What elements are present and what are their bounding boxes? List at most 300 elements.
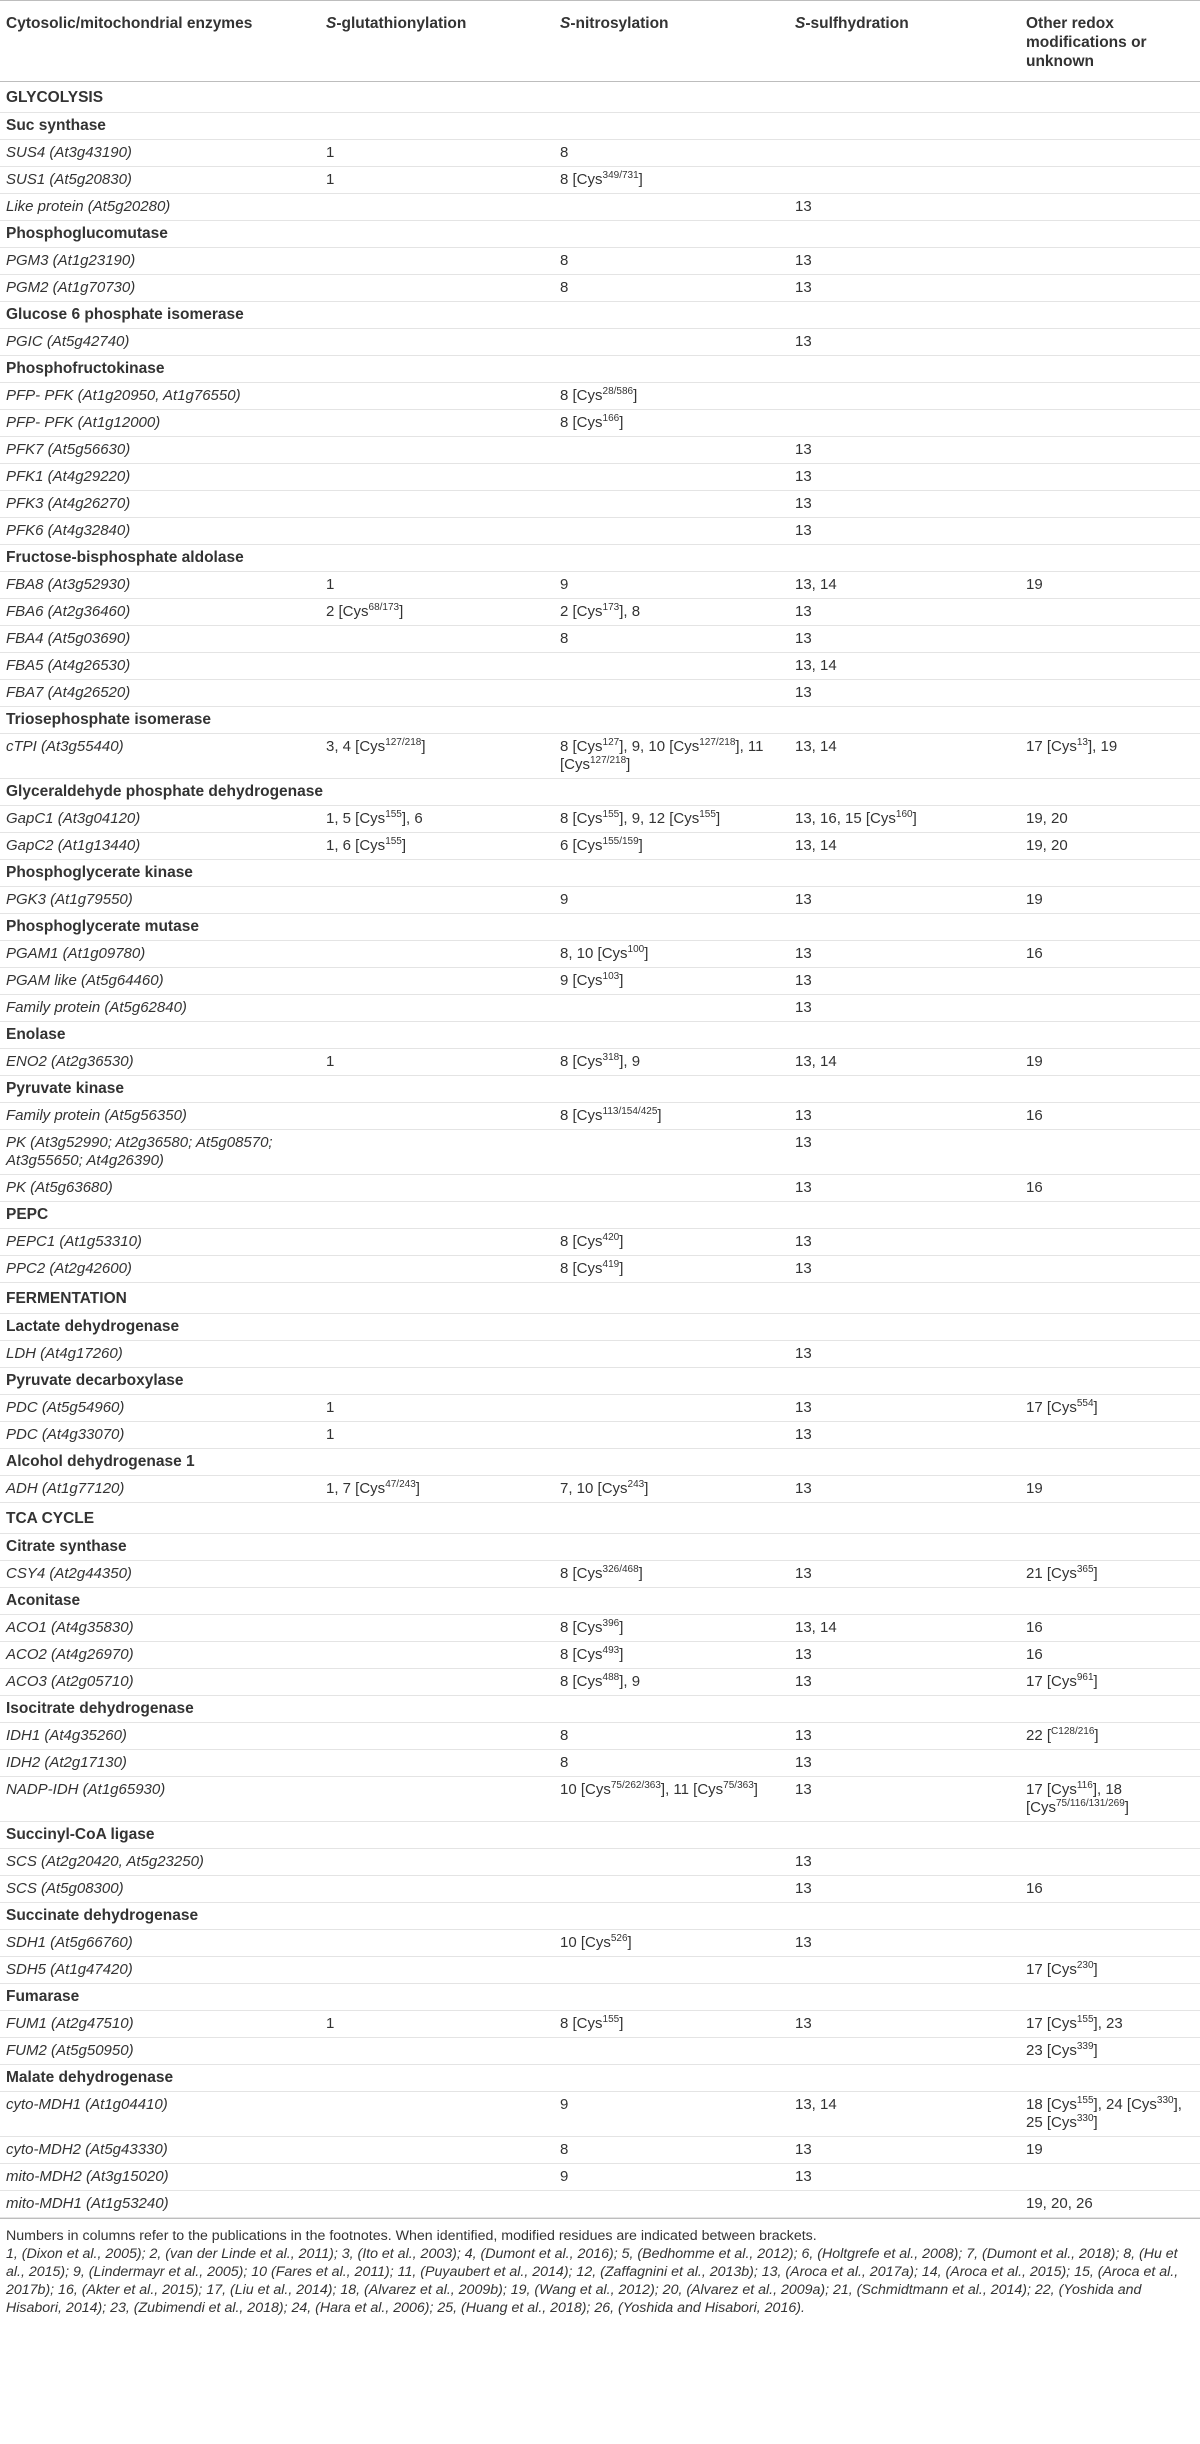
enzyme-name-cell: PGM2 (At1g70730) bbox=[0, 275, 320, 302]
table-footnote bbox=[0, 2218, 1200, 2317]
other-modification-cell: 19, 20 bbox=[1020, 806, 1200, 833]
table-row bbox=[0, 1561, 1200, 1588]
enzyme-name-cell: GapC1 (At3g04120) bbox=[0, 806, 320, 833]
nitrosylation-cell bbox=[554, 1130, 789, 1175]
enzyme-name-cell: ADH (At1g77120) bbox=[0, 1476, 320, 1503]
enzyme-name-cell: SUS4 (At3g43190) bbox=[0, 140, 320, 167]
nitrosylation-cell: 6 [Cys$^{155/159}$] bbox=[554, 833, 789, 860]
table-row bbox=[0, 887, 1200, 914]
glutathionylation-cell bbox=[320, 410, 554, 437]
table-row bbox=[0, 599, 1200, 626]
sulfhydration-cell: 13 bbox=[789, 1256, 1020, 1283]
sulfhydration-cell: 13 bbox=[789, 968, 1020, 995]
nitrosylation-cell: 8 [Cys$^{155}$], 9, 12 [Cys$^{155}$] bbox=[554, 806, 789, 833]
enzyme-name-cell: IDH2 (At2g17130) bbox=[0, 1750, 320, 1777]
table-row bbox=[0, 995, 1200, 1022]
enzyme-name-cell: CSY4 (At2g44350) bbox=[0, 1561, 320, 1588]
table-body bbox=[0, 82, 1200, 2218]
sulfhydration-cell bbox=[789, 383, 1020, 410]
header-enzymes: Cytosolic/mitochondrial enzymes bbox=[0, 1, 320, 82]
group-label: Phosphofructokinase bbox=[0, 356, 1200, 383]
nitrosylation-cell: 8 [Cys$^{419}$] bbox=[554, 1256, 789, 1283]
enzyme-name-cell: GapC2 (At1g13440) bbox=[0, 833, 320, 860]
table-row bbox=[0, 167, 1200, 194]
other-modification-cell: 16 bbox=[1020, 1103, 1200, 1130]
enzyme-name-cell: PPC2 (At2g42600) bbox=[0, 1256, 320, 1283]
sulfhydration-cell: 13 bbox=[789, 1750, 1020, 1777]
glutathionylation-cell bbox=[320, 887, 554, 914]
enzyme-name-cell: mito-MDH1 (At1g53240) bbox=[0, 2191, 320, 2218]
nitrosylation-cell: 8 bbox=[554, 2137, 789, 2164]
sulfhydration-cell: 13 bbox=[789, 275, 1020, 302]
sulfhydration-cell: 13 bbox=[789, 1849, 1020, 1876]
table-row bbox=[0, 1395, 1200, 1422]
glutathionylation-cell bbox=[320, 680, 554, 707]
enzyme-name-cell: mito-MDH2 (At3g15020) bbox=[0, 2164, 320, 2191]
other-modification-cell: 17 [Cys$^{961}$] bbox=[1020, 1669, 1200, 1696]
section-heading bbox=[0, 1283, 1200, 1314]
glutathionylation-cell: 1, 6 [Cys$^{155}$] bbox=[320, 833, 554, 860]
glutathionylation-cell bbox=[320, 995, 554, 1022]
enzyme-name-cell: FBA6 (At2g36460) bbox=[0, 599, 320, 626]
sulfhydration-cell: 13 bbox=[789, 1476, 1020, 1503]
nitrosylation-cell: 8 [Cys$^{127}$], 9, 10 [Cys$^{127/218}$], 11 [Cys$^{127/218}$] bbox=[554, 734, 789, 779]
glutathionylation-cell bbox=[320, 1957, 554, 1984]
enzyme-name-cell: PEPC1 (At1g53310) bbox=[0, 1229, 320, 1256]
enzyme-name-cell: FUM2 (At5g50950) bbox=[0, 2038, 320, 2065]
enzyme-name-cell: SDH1 (At5g66760) bbox=[0, 1930, 320, 1957]
other-modification-cell bbox=[1020, 437, 1200, 464]
table-row bbox=[0, 572, 1200, 599]
table-row bbox=[0, 653, 1200, 680]
sulfhydration-cell: 13 bbox=[789, 2137, 1020, 2164]
glutathionylation-cell bbox=[320, 437, 554, 464]
enzyme-group-heading bbox=[0, 1984, 1200, 2011]
group-label: Phosphoglycerate mutase bbox=[0, 914, 1200, 941]
sulfhydration-cell: 13 bbox=[789, 941, 1020, 968]
nitrosylation-cell bbox=[554, 1395, 789, 1422]
enzyme-group-heading bbox=[0, 221, 1200, 248]
other-modification-cell: 16 bbox=[1020, 1642, 1200, 1669]
other-modification-cell bbox=[1020, 410, 1200, 437]
glutathionylation-cell bbox=[320, 2092, 554, 2137]
table-row bbox=[0, 1849, 1200, 1876]
sulfhydration-cell: 13 bbox=[789, 2011, 1020, 2038]
sulfhydration-cell: 13 bbox=[789, 437, 1020, 464]
sulfhydration-cell: 13 bbox=[789, 1395, 1020, 1422]
table-row bbox=[0, 437, 1200, 464]
glutathionylation-cell bbox=[320, 1930, 554, 1957]
footnote-note: Numbers in columns refer to the publications in the footnotes. When identified, modified residues are indicated between brackets. bbox=[6, 2228, 817, 2244]
glutathionylation-cell bbox=[320, 1103, 554, 1130]
other-modification-cell bbox=[1020, 1130, 1200, 1175]
group-label: Triosephosphate isomerase bbox=[0, 707, 1200, 734]
section-label: TCA CYCLE bbox=[0, 1503, 1200, 1534]
sulfhydration-cell: 13, 14 bbox=[789, 2092, 1020, 2137]
enzyme-name-cell: PFK7 (At5g56630) bbox=[0, 437, 320, 464]
table-row bbox=[0, 1957, 1200, 1984]
enzyme-group-heading bbox=[0, 1534, 1200, 1561]
glutathionylation-cell: 1 bbox=[320, 1395, 554, 1422]
sulfhydration-cell: 13 bbox=[789, 329, 1020, 356]
table-row bbox=[0, 491, 1200, 518]
enzyme-group-heading bbox=[0, 1202, 1200, 1229]
other-modification-cell: 16 bbox=[1020, 1175, 1200, 1202]
nitrosylation-cell: 8 [Cys$^{326/468}$] bbox=[554, 1561, 789, 1588]
enzyme-name-cell: NADP-IDH (At1g65930) bbox=[0, 1777, 320, 1822]
enzyme-name-cell: ACO2 (At4g26970) bbox=[0, 1642, 320, 1669]
other-modification-cell bbox=[1020, 167, 1200, 194]
glutathionylation-cell bbox=[320, 1561, 554, 1588]
sulfhydration-cell: 13, 14 bbox=[789, 1049, 1020, 1076]
enzyme-name-cell: PFK6 (At4g32840) bbox=[0, 518, 320, 545]
sulfhydration-cell: 13 bbox=[789, 1642, 1020, 1669]
table-row bbox=[0, 2011, 1200, 2038]
nitrosylation-cell: 8 bbox=[554, 1723, 789, 1750]
other-modification-cell bbox=[1020, 140, 1200, 167]
table-row bbox=[0, 1103, 1200, 1130]
group-label: Succinyl-CoA ligase bbox=[0, 1822, 1200, 1849]
glutathionylation-cell: 1 bbox=[320, 140, 554, 167]
enzyme-name-cell: Family protein (At5g62840) bbox=[0, 995, 320, 1022]
sulfhydration-cell: 13 bbox=[789, 599, 1020, 626]
nitrosylation-cell: 8 [Cys$^{488}$], 9 bbox=[554, 1669, 789, 1696]
sulfhydration-cell: 13 bbox=[789, 680, 1020, 707]
nitrosylation-cell bbox=[554, 1876, 789, 1903]
table-row bbox=[0, 1422, 1200, 1449]
glutathionylation-cell bbox=[320, 653, 554, 680]
nitrosylation-cell bbox=[554, 680, 789, 707]
other-modification-cell: 19 bbox=[1020, 887, 1200, 914]
glutathionylation-cell bbox=[320, 1777, 554, 1822]
table-row bbox=[0, 1642, 1200, 1669]
sulfhydration-cell: 13 bbox=[789, 1103, 1020, 1130]
table-row bbox=[0, 806, 1200, 833]
group-label: Pyruvate kinase bbox=[0, 1076, 1200, 1103]
section-label: GLYCOLYSIS bbox=[0, 82, 1200, 113]
glutathionylation-cell bbox=[320, 1229, 554, 1256]
enzyme-name-cell: PFK1 (At4g29220) bbox=[0, 464, 320, 491]
glutathionylation-cell: 1 bbox=[320, 167, 554, 194]
nitrosylation-cell bbox=[554, 518, 789, 545]
enzyme-name-cell: cTPI (At3g55440) bbox=[0, 734, 320, 779]
table-row bbox=[0, 1723, 1200, 1750]
glutathionylation-cell bbox=[320, 1876, 554, 1903]
enzyme-group-heading bbox=[0, 2065, 1200, 2092]
nitrosylation-cell bbox=[554, 194, 789, 221]
enzyme-group-heading bbox=[0, 545, 1200, 572]
enzyme-group-heading bbox=[0, 1696, 1200, 1723]
nitrosylation-cell: 8, 10 [Cys$^{100}$] bbox=[554, 941, 789, 968]
enzyme-name-cell: PGAM1 (At1g09780) bbox=[0, 941, 320, 968]
enzyme-name-cell: FBA5 (At4g26530) bbox=[0, 653, 320, 680]
sulfhydration-cell: 13, 14 bbox=[789, 572, 1020, 599]
nitrosylation-cell: 9 bbox=[554, 572, 789, 599]
glutathionylation-cell bbox=[320, 626, 554, 653]
glutathionylation-cell bbox=[320, 968, 554, 995]
table-row bbox=[0, 383, 1200, 410]
nitrosylation-cell: 8 bbox=[554, 140, 789, 167]
glutathionylation-cell bbox=[320, 329, 554, 356]
enzyme-group-heading bbox=[0, 302, 1200, 329]
other-modification-cell: 16 bbox=[1020, 1615, 1200, 1642]
enzyme-name-cell: FBA4 (At5g03690) bbox=[0, 626, 320, 653]
nitrosylation-cell: 8 bbox=[554, 626, 789, 653]
table-row bbox=[0, 1615, 1200, 1642]
nitrosylation-cell: 9 bbox=[554, 2164, 789, 2191]
sulfhydration-cell: 13 bbox=[789, 2164, 1020, 2191]
sulfhydration-cell bbox=[789, 2038, 1020, 2065]
sulfhydration-cell: 13 bbox=[789, 995, 1020, 1022]
sulfhydration-cell bbox=[789, 2191, 1020, 2218]
enzyme-group-heading bbox=[0, 356, 1200, 383]
glutathionylation-cell bbox=[320, 1175, 554, 1202]
other-modification-cell: 16 bbox=[1020, 1876, 1200, 1903]
glutathionylation-cell bbox=[320, 941, 554, 968]
group-label: Phosphoglycerate kinase bbox=[0, 860, 1200, 887]
other-modification-cell bbox=[1020, 1256, 1200, 1283]
sulfhydration-cell: 13 bbox=[789, 518, 1020, 545]
enzyme-name-cell: LDH (At4g17260) bbox=[0, 1341, 320, 1368]
nitrosylation-cell bbox=[554, 2191, 789, 2218]
enzyme-name-cell: ACO3 (At2g05710) bbox=[0, 1669, 320, 1696]
enzyme-name-cell: SUS1 (At5g20830) bbox=[0, 167, 320, 194]
table-row bbox=[0, 1777, 1200, 1822]
enzyme-name-cell: PK (At3g52990; At2g36580; At5g08570; At3g55650; At4g26390) bbox=[0, 1130, 320, 1175]
nitrosylation-cell: 2 [Cys$^{173}$], 8 bbox=[554, 599, 789, 626]
group-label: Lactate dehydrogenase bbox=[0, 1314, 1200, 1341]
glutathionylation-cell: 1, 7 [Cys$^{47/243}$] bbox=[320, 1476, 554, 1503]
glutathionylation-cell: 3, 4 [Cys$^{127/218}$] bbox=[320, 734, 554, 779]
nitrosylation-cell bbox=[554, 1849, 789, 1876]
sulfhydration-cell: 13, 14 bbox=[789, 653, 1020, 680]
enzyme-group-heading bbox=[0, 1588, 1200, 1615]
sulfhydration-cell: 13 bbox=[789, 248, 1020, 275]
table-row bbox=[0, 1669, 1200, 1696]
table-row bbox=[0, 2191, 1200, 2218]
other-modification-cell bbox=[1020, 599, 1200, 626]
sulfhydration-cell: 13, 14 bbox=[789, 833, 1020, 860]
sulfhydration-cell: 13, 14 bbox=[789, 1615, 1020, 1642]
other-modification-cell: 19, 20 bbox=[1020, 833, 1200, 860]
group-label: Succinate dehydrogenase bbox=[0, 1903, 1200, 1930]
other-modification-cell: 19, 20, 26 bbox=[1020, 2191, 1200, 2218]
nitrosylation-cell bbox=[554, 1175, 789, 1202]
table-row bbox=[0, 464, 1200, 491]
glutathionylation-cell bbox=[320, 1849, 554, 1876]
sulfhydration-cell: 13 bbox=[789, 626, 1020, 653]
other-modification-cell bbox=[1020, 329, 1200, 356]
sulfhydration-cell: 13, 14 bbox=[789, 734, 1020, 779]
enzyme-name-cell: PGM3 (At1g23190) bbox=[0, 248, 320, 275]
table-row bbox=[0, 410, 1200, 437]
enzyme-group-heading bbox=[0, 1314, 1200, 1341]
enzyme-name-cell: PFP- PFK (At1g20950, At1g76550) bbox=[0, 383, 320, 410]
table-row bbox=[0, 941, 1200, 968]
header-sulfhydration: S-sulfhydration bbox=[789, 1, 1020, 82]
glutathionylation-cell bbox=[320, 2164, 554, 2191]
enzyme-name-cell: PGK3 (At1g79550) bbox=[0, 887, 320, 914]
table-row bbox=[0, 2092, 1200, 2137]
table-row bbox=[0, 248, 1200, 275]
nitrosylation-cell: 8 [Cys$^{318}$], 9 bbox=[554, 1049, 789, 1076]
sulfhydration-cell: 13 bbox=[789, 1777, 1020, 1822]
enzyme-name-cell: cyto-MDH2 (At5g43330) bbox=[0, 2137, 320, 2164]
table-row bbox=[0, 1476, 1200, 1503]
enzyme-group-heading bbox=[0, 1368, 1200, 1395]
sulfhydration-cell: 13 bbox=[789, 491, 1020, 518]
nitrosylation-cell: 8 bbox=[554, 248, 789, 275]
enzyme-group-heading bbox=[0, 1022, 1200, 1049]
glutathionylation-cell bbox=[320, 464, 554, 491]
table-row bbox=[0, 1930, 1200, 1957]
sulfhydration-cell: 13 bbox=[789, 1930, 1020, 1957]
sulfhydration-cell: 13 bbox=[789, 464, 1020, 491]
nitrosylation-cell: 8 bbox=[554, 1750, 789, 1777]
header-nitrosylation: S-nitrosylation bbox=[554, 1, 789, 82]
sulfhydration-cell bbox=[789, 167, 1020, 194]
glutathionylation-cell bbox=[320, 1341, 554, 1368]
enzyme-name-cell: SCS (At5g08300) bbox=[0, 1876, 320, 1903]
group-label: Fumarase bbox=[0, 1984, 1200, 2011]
other-modification-cell: 23 [Cys$^{339}$] bbox=[1020, 2038, 1200, 2065]
table-row bbox=[0, 1049, 1200, 1076]
table-row bbox=[0, 1750, 1200, 1777]
nitrosylation-cell bbox=[554, 1341, 789, 1368]
group-label: Phosphoglucomutase bbox=[0, 221, 1200, 248]
glutathionylation-cell bbox=[320, 1723, 554, 1750]
sulfhydration-cell bbox=[789, 1957, 1020, 1984]
other-modification-cell bbox=[1020, 464, 1200, 491]
enzyme-group-heading bbox=[0, 113, 1200, 140]
nitrosylation-cell: 7, 10 [Cys$^{243}$] bbox=[554, 1476, 789, 1503]
enzyme-name-cell: PGIC (At5g42740) bbox=[0, 329, 320, 356]
other-modification-cell: 17 [Cys$^{116}$], 18 [Cys$^{75/116/131/269}$] bbox=[1020, 1777, 1200, 1822]
enzyme-name-cell: ENO2 (At2g36530) bbox=[0, 1049, 320, 1076]
nitrosylation-cell: 8 [Cys$^{493}$] bbox=[554, 1642, 789, 1669]
sulfhydration-cell: 13, 16, 15 [Cys$^{160}$] bbox=[789, 806, 1020, 833]
enzyme-group-heading bbox=[0, 707, 1200, 734]
footnote-references: 1, (Dixon et al., 2005); 2, (van der Linde et al., 2011); 3, (Ito et al., 2003); 4, (Dumont et al., 2016); 5, (Bedhomme et al., 2012); 6, (Holtgrefe et al., 2008); 7, (Dumont et al., 2018); 8, (Hu et al., 2015); 9, (Lindermayr et al., 2005); 10 (Fares et al., 2011); 11, (Puyaubert et al., 2014); 12, (Zaffagnini et al., 2013b); 13, (Aroca et al., 2017a); 14, (Aroca et al., 2015); 15, (Aroca et al., 2017b); 16, (Akter et al., 2015); 17, (Liu et al., 2014); 18, (Alvarez et al., 2009b); 19, (Wang et al., 2012); 20, (Alvarez et al., 2009a); 21, (Schmidtmann et al., 2014); 22, (Yoshida and Hisabori, 2014); 23, (Zubimendi et al., 2018); 24, (Hara et al., 2006); 25, (Huang et al., 2018); 26, (Yoshida and Hisabori, 2016). bbox=[6, 2246, 1179, 2316]
table-row bbox=[0, 626, 1200, 653]
sulfhydration-cell bbox=[789, 140, 1020, 167]
glutathionylation-cell: 1 bbox=[320, 572, 554, 599]
enzyme-group-heading bbox=[0, 1822, 1200, 1849]
other-modification-cell: 21 [Cys$^{365}$] bbox=[1020, 1561, 1200, 1588]
other-modification-cell bbox=[1020, 1930, 1200, 1957]
enzyme-name-cell: SDH5 (At1g47420) bbox=[0, 1957, 320, 1984]
header-other: Other redox modifications or unknown bbox=[1020, 1, 1200, 82]
enzyme-name-cell: PDC (At5g54960) bbox=[0, 1395, 320, 1422]
other-modification-cell: 19 bbox=[1020, 1049, 1200, 1076]
table-row bbox=[0, 2164, 1200, 2191]
enzyme-name-cell: cyto-MDH1 (At1g04410) bbox=[0, 2092, 320, 2137]
other-modification-cell bbox=[1020, 1422, 1200, 1449]
nitrosylation-cell bbox=[554, 653, 789, 680]
nitrosylation-cell bbox=[554, 329, 789, 356]
enzyme-group-heading bbox=[0, 914, 1200, 941]
group-label: Glucose 6 phosphate isomerase bbox=[0, 302, 1200, 329]
enzyme-name-cell: Like protein (At5g20280) bbox=[0, 194, 320, 221]
nitrosylation-cell: 8 [Cys$^{155}$] bbox=[554, 2011, 789, 2038]
other-modification-cell bbox=[1020, 2164, 1200, 2191]
table-row bbox=[0, 968, 1200, 995]
other-modification-cell bbox=[1020, 626, 1200, 653]
group-label: Pyruvate decarboxylase bbox=[0, 1368, 1200, 1395]
glutathionylation-cell bbox=[320, 1750, 554, 1777]
group-label: Enolase bbox=[0, 1022, 1200, 1049]
table-row bbox=[0, 275, 1200, 302]
group-label: Suc synthase bbox=[0, 113, 1200, 140]
nitrosylation-cell: 10 [Cys$^{526}$] bbox=[554, 1930, 789, 1957]
glutathionylation-cell bbox=[320, 1642, 554, 1669]
glutathionylation-cell bbox=[320, 491, 554, 518]
sulfhydration-cell: 13 bbox=[789, 1669, 1020, 1696]
nitrosylation-cell: 8 [Cys$^{420}$] bbox=[554, 1229, 789, 1256]
section-heading bbox=[0, 82, 1200, 113]
nitrosylation-cell bbox=[554, 2038, 789, 2065]
enzyme-name-cell: Family protein (At5g56350) bbox=[0, 1103, 320, 1130]
sulfhydration-cell: 13 bbox=[789, 1130, 1020, 1175]
other-modification-cell: 18 [Cys$^{155}$], 24 [Cys$^{330}$], 25 [Cys$^{330}$] bbox=[1020, 2092, 1200, 2137]
table-row bbox=[0, 1341, 1200, 1368]
other-modification-cell: 22 [$^{C128/216}$] bbox=[1020, 1723, 1200, 1750]
enzyme-group-heading bbox=[0, 1449, 1200, 1476]
section-heading bbox=[0, 1503, 1200, 1534]
section-label: FERMENTATION bbox=[0, 1283, 1200, 1314]
glutathionylation-cell bbox=[320, 1615, 554, 1642]
glutathionylation-cell: 1 bbox=[320, 1049, 554, 1076]
table-row bbox=[0, 1175, 1200, 1202]
table-row bbox=[0, 2038, 1200, 2065]
glutathionylation-cell bbox=[320, 1130, 554, 1175]
table-row bbox=[0, 1256, 1200, 1283]
nitrosylation-cell bbox=[554, 1422, 789, 1449]
group-label: Glyceraldehyde phosphate dehydrogenase bbox=[0, 779, 1200, 806]
nitrosylation-cell bbox=[554, 1957, 789, 1984]
nitrosylation-cell: 9 [Cys$^{103}$] bbox=[554, 968, 789, 995]
other-modification-cell: 19 bbox=[1020, 572, 1200, 599]
enzyme-name-cell: SCS (At2g20420, At5g23250) bbox=[0, 1849, 320, 1876]
nitrosylation-cell: 9 bbox=[554, 887, 789, 914]
nitrosylation-cell bbox=[554, 491, 789, 518]
enzyme-group-heading bbox=[0, 1076, 1200, 1103]
other-modification-cell bbox=[1020, 491, 1200, 518]
enzyme-name-cell: FUM1 (At2g47510) bbox=[0, 2011, 320, 2038]
other-modification-cell bbox=[1020, 995, 1200, 1022]
nitrosylation-cell: 8 bbox=[554, 275, 789, 302]
table-row bbox=[0, 518, 1200, 545]
group-label: PEPC bbox=[0, 1202, 1200, 1229]
other-modification-cell: 17 [Cys$^{554}$] bbox=[1020, 1395, 1200, 1422]
table-row bbox=[0, 680, 1200, 707]
other-modification-cell: 17 [Cys$^{155}$], 23 bbox=[1020, 2011, 1200, 2038]
glutathionylation-cell bbox=[320, 275, 554, 302]
enzyme-name-cell: PDC (At4g33070) bbox=[0, 1422, 320, 1449]
glutathionylation-cell: 1 bbox=[320, 2011, 554, 2038]
other-modification-cell bbox=[1020, 1229, 1200, 1256]
glutathionylation-cell bbox=[320, 248, 554, 275]
glutathionylation-cell bbox=[320, 194, 554, 221]
enzyme-name-cell: FBA8 (At3g52930) bbox=[0, 572, 320, 599]
other-modification-cell bbox=[1020, 275, 1200, 302]
nitrosylation-cell bbox=[554, 995, 789, 1022]
table-row bbox=[0, 2137, 1200, 2164]
other-modification-cell: 17 [Cys$^{13}$], 19 bbox=[1020, 734, 1200, 779]
nitrosylation-cell bbox=[554, 464, 789, 491]
table-row bbox=[0, 329, 1200, 356]
nitrosylation-cell: 8 [Cys$^{396}$] bbox=[554, 1615, 789, 1642]
